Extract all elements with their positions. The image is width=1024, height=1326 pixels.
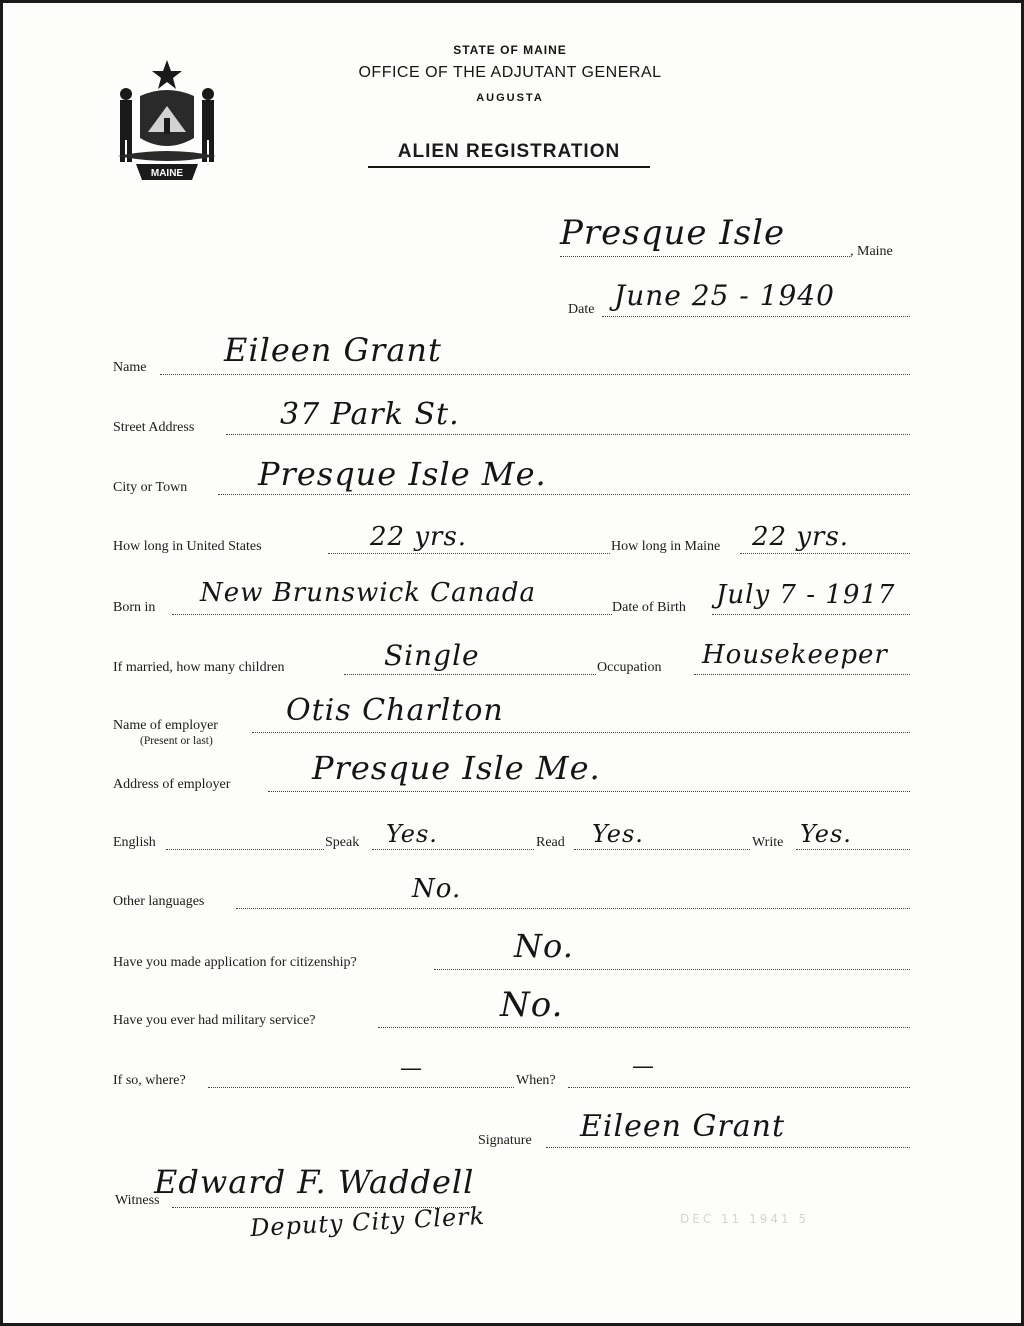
date-label: Date — [568, 302, 595, 317]
where-label: If so, where? — [113, 1073, 186, 1088]
english-line — [166, 849, 324, 850]
witness-value: Edward F. Waddell — [154, 1163, 475, 1201]
employer-name-sublabel: (Present or last) — [140, 735, 213, 747]
years-maine-line — [740, 553, 910, 554]
header-city: AUGUSTA — [476, 92, 544, 104]
write-label: Write — [752, 835, 784, 850]
date-of-birth-line — [712, 614, 910, 615]
street-address-line — [226, 434, 910, 435]
employer-name-value: Otis Charlton — [286, 693, 504, 728]
maine-state-seal-icon — [112, 56, 222, 184]
header-state: STATE OF MAINE — [453, 43, 567, 57]
witness-title: Deputy City Clerk — [249, 1201, 486, 1243]
read-value: Yes. — [592, 820, 644, 848]
street-address-value: 37 Park St. — [280, 397, 460, 432]
write-value: Yes. — [800, 820, 852, 848]
place-value: Presque Isle — [560, 213, 786, 253]
other-languages-value: No. — [412, 874, 462, 904]
children-label: If married, how many children — [113, 660, 285, 675]
place-suffix: , Maine — [850, 244, 893, 259]
speak-value: Yes. — [386, 820, 438, 848]
employer-address-value: Presque Isle Me. — [312, 749, 601, 787]
employer-address-line — [268, 791, 910, 792]
citizenship-line — [434, 969, 910, 970]
name-label: Name — [113, 360, 147, 375]
date-of-birth-label: Date of Birth — [612, 600, 686, 615]
where-value: — — [400, 1056, 423, 1081]
years-us-label: How long in United States — [113, 539, 262, 554]
employer-name-label: Name of employer — [113, 718, 218, 733]
speak-label: Speak — [325, 835, 360, 850]
years-us-line — [328, 553, 610, 554]
header-office: OFFICE OF THE ADJUTANT GENERAL — [358, 64, 662, 81]
born-in-label: Born in — [113, 600, 156, 615]
when-line — [568, 1087, 910, 1088]
occupation-value: Housekeeper — [702, 640, 888, 670]
children-line — [344, 674, 596, 675]
employer-name-line — [252, 732, 910, 733]
citizenship-value: No. — [514, 927, 574, 965]
occupation-label: Occupation — [597, 660, 662, 675]
speak-line — [372, 849, 534, 850]
other-languages-line — [236, 908, 910, 909]
military-value: No. — [500, 985, 564, 1025]
when-label: When? — [516, 1073, 556, 1088]
signature-line — [546, 1147, 910, 1148]
military-line — [378, 1027, 910, 1028]
where-line — [208, 1087, 514, 1088]
street-address-label: Street Address — [113, 420, 195, 435]
date-value: June 25 - 1940 — [614, 279, 835, 312]
years-maine-label: How long in Maine — [611, 539, 721, 554]
name-value: Eileen Grant — [224, 331, 442, 369]
signature-label: Signature — [478, 1133, 532, 1148]
city-line — [218, 494, 910, 495]
employer-address-label: Address of employer — [113, 777, 231, 792]
city-label: City or Town — [113, 480, 188, 495]
children-value: Single — [384, 639, 480, 672]
date-line — [602, 316, 910, 317]
name-line — [160, 374, 910, 375]
when-value: — — [632, 1054, 655, 1079]
citizenship-label: Have you made application for citizenship? — [113, 955, 357, 970]
years-us-value: 22 yrs. — [370, 522, 468, 552]
date-of-birth-value: July 7 - 1917 — [716, 580, 896, 610]
years-maine-value: 22 yrs. — [752, 522, 850, 552]
military-label: Have you ever had military service? — [113, 1013, 316, 1028]
other-languages-label: Other languages — [113, 894, 205, 909]
read-line — [574, 849, 750, 850]
form-title: ALIEN REGISTRATION — [368, 141, 650, 168]
read-label: Read — [536, 835, 565, 850]
witness-label: Witness — [115, 1193, 160, 1208]
born-in-line — [172, 614, 612, 615]
born-in-value: New Brunswick Canada — [200, 578, 536, 608]
seal-banner-text: MAINE — [150, 168, 184, 179]
write-line — [796, 849, 910, 850]
signature-value: Eileen Grant — [580, 1109, 786, 1144]
city-value: Presque Isle Me. — [258, 455, 547, 493]
occupation-line — [694, 674, 910, 675]
english-label: English — [113, 835, 156, 850]
place-line — [560, 256, 850, 257]
received-stamp: DEC 11 1941 5 — [680, 1212, 810, 1226]
